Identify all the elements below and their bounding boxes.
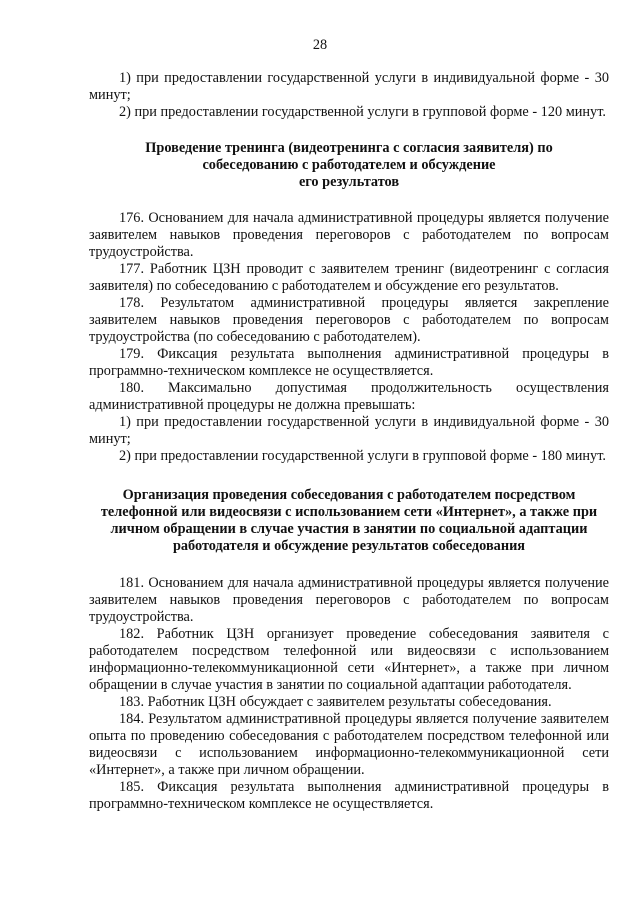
heading-line: Проведение тренинга (видеотренинга с согласия заявителя) по <box>145 140 553 156</box>
paragraph: 1) при предоставлении государственной услуги в индивидуальной форме - 30 минут; <box>89 70 609 103</box>
heading-line: телефонной или видеосвязи с использованием сети «Интернет», а также при <box>100 504 598 520</box>
paragraph: 180. Максимально допустимая продолжительность осуществления административной процедуры не должна превышать: <box>89 380 609 413</box>
heading-line: собеседованию с работодателем и обсуждение <box>202 157 496 173</box>
paragraph: 183. Работник ЦЗН обсуждает с заявителем результаты собеседования. <box>119 694 552 710</box>
paragraph: 184. Результатом административной процедуры является получение заявителем опыта по проведению собеседования с работодателем посредством телефонной или видеосвязи с использованием информационно-телекоммуникационной сети «Интернет», а также при личном обращении. <box>89 711 609 778</box>
paragraph: 185. Фиксация результата выполнения административной процедуры в программно-техническом комплексе не осуществляется. <box>89 779 609 812</box>
section-2-body <box>89 575 609 813</box>
heading-line: его результатов <box>298 174 400 190</box>
heading-line: личном обращении в случае участия в занятии по социальной адаптации <box>110 521 588 537</box>
paragraph: 2) при предоставлении государственной услуги в групповой форме - 180 минут. <box>119 448 606 464</box>
heading-line: Организация проведения собеседования с работодателем посредством <box>122 487 576 503</box>
paragraph: 179. Фиксация результата выполнения административной процедуры в программно-техническом комплексе не осуществляется. <box>89 346 609 379</box>
section-1-body <box>89 210 609 465</box>
paragraph: 181. Основанием для начала административной процедуры является получение заявителем навыков проведения переговоров с работодателем по вопросам трудоустройства. <box>89 575 609 625</box>
paragraph: 178. Результатом административной процедуры является закрепление заявителем навыков проведения переговоров с работодателем по вопросам трудоустройства (по собеседованию с работодателем). <box>89 295 609 345</box>
paragraph: 2) при предоставлении государственной услуги в групповой форме - 120 минут. <box>119 104 606 120</box>
paragraph: 182. Работник ЦЗН организует проведение собеседования заявителя с работодателем посредством телефонной или видеосвязи с использованием информационно-телекоммуникационной сети «Интернет», а также при личном обращении в случае участия в занятии по социальной адаптации работодателя. <box>89 626 609 693</box>
paragraph: 176. Основанием для начала административной процедуры является получение заявителем навыков проведения переговоров с работодателем по вопросам трудоустройства. <box>89 210 609 260</box>
heading-line: работодателя и обсуждение результатов собеседования <box>172 538 526 554</box>
page-number: 28 <box>312 37 328 53</box>
paragraph: 1) при предоставлении государственной услуги в индивидуальной форме - 30 минут; <box>89 414 609 447</box>
section-1-heading <box>89 140 609 191</box>
section-2-heading <box>89 487 609 555</box>
top-paragraphs <box>89 70 609 121</box>
paragraph: 177. Работник ЦЗН проводит с заявителем тренинг (видеотренинг с согласия заявителя) по собеседованию с работодателем и обсуждение его результатов. <box>89 261 609 294</box>
